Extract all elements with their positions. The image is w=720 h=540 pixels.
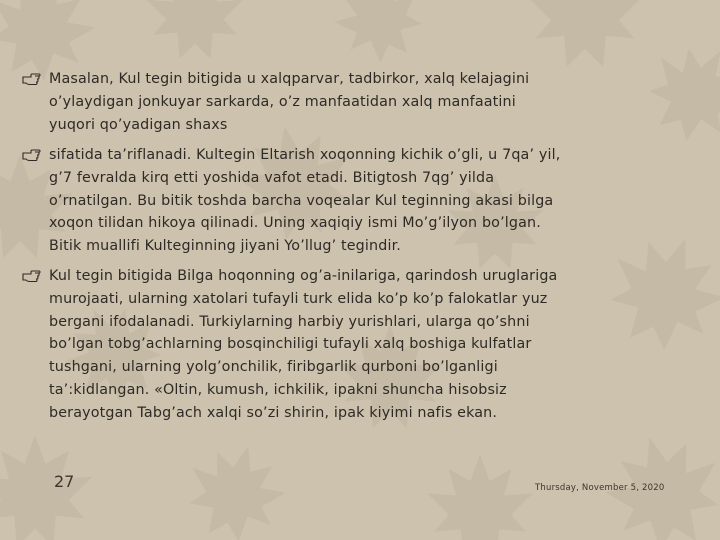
bullet-item — [22, 68, 702, 136]
hand-pointer-icon — [22, 269, 42, 283]
slide-number: 27 — [54, 472, 75, 491]
bullet-text: sifatida ta’riflanadi. Kultegin Eltarish xoqonning kichik o’gli, u 7qa’ yil, g’7 fevralda kirq etti yoshida vafot etadi. Bitigtosh 7qg’ yilda o’rnatilgan. Bu bitik toshda barcha voqealar Kul teginning akasi bilga xoqon tilidan hikoya qilinadi. Uning xaqiqiy ismi Mo’g’ilyon bo’lgan. Bitik muallifi Kulteginning jiyani Yo’llug’ tegindir. — [49, 147, 561, 255]
bullet-item — [22, 144, 702, 258]
bullet-text: Masalan, Kul tegin bitigida u xalqparvar, tadbirkor, xalq kelajagini o’ylaydigan jonkuyar sarkarda, o’z manfaatidan xalq manfaatini yuqori qo’yadigan shaxs — [49, 71, 530, 133]
hand-pointer-icon — [22, 72, 42, 86]
bullet-text: Kul tegin bitigida Bilga hoqonning og’a-inilariga, qarindosh uruglariga murojaati, ularning xatolari tufayli turk elida ko’p ko’p falokatlar yuz bergani ifodalanadi. Turkiylarning harbiy yurishlari, ularga qo’shni bo’lgan tobg’achlarning bosqinchiligi tufayli xalq boshiga kulfatlar tushgani, ularning yolg’onchilik, firibgarlik qurboni bo’lganligi ta’:kidlangan. «Oltin, kumush, ichkilik, ipakni shuncha hisobsiz berayotgan Tabg’ach xalqi so’zi shirin, ipak kiyimi nafis ekan. — [49, 268, 558, 421]
bullet-item — [22, 265, 702, 425]
hand-pointer-icon — [22, 148, 42, 162]
date-footer: Thursday, November 5, 2020 — [535, 483, 665, 493]
